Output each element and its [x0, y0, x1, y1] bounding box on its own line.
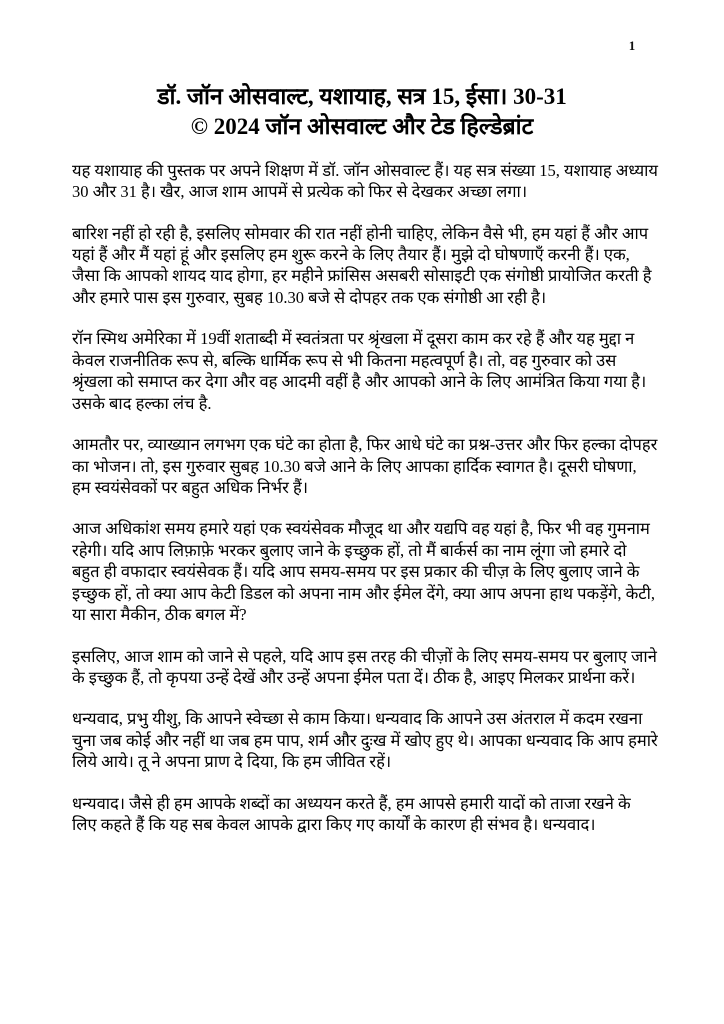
paragraph-lecture-schedule: आमतौर पर, व्याख्यान लगभग एक घंटे का होता है, फिर आधे घंटे का प्रश्न-उत्तर और फिर हल्का दोपहर का भोजन। तो, इस गुरुवार सुबह 10.30 बजे आने के लिए आपका हार्दिक स्वागत है। दूसरी घोषणा, हम स्वयंसेवकों पर बहुत अधिक निर्भर हैं।	[72, 435, 658, 497]
title-line-2: © 2024 जॉन ओसवाल्ट और टेड हिल्डेब्रांट	[190, 114, 534, 140]
paragraph-ron-smith: रॉन स्मिथ अमेरिका में 19वीं शताब्दी में स्वतंत्रता पर श्रृंखला में दूसरा काम कर रहे हैं और यह मुद्दा न केवल राजनीतिक रूप से, बल्कि धार्मिक रूप से भी कितना महत्वपूर्ण है। तो, वह गुरुवार को उस श्रृंखला को समाप्त कर देगा और वह आदमी वहीं है और आपको आने के लिए आमंत्रित किया गया है। उसके बाद हल्का लंच है.	[72, 329, 647, 413]
paragraph-signup-request: इसलिए, आज शाम को जाने से पहले, यदि आप इस तरह की चीज़ों के लिए समय-समय पर बुलाए जाने के इच्छुक हैं, तो कृपया उन्हें देखें और उन्हें अपना ईमेल पता दें। ठीक है, आइए मिलकर प्रार्थना करें।	[72, 646, 657, 688]
document-title	[48, 82, 676, 143]
paragraph-prayer-1: धन्यवाद, प्रभु यीशु, कि आपने स्वेच्छा से काम किया। धन्यवाद कि आपने उस अंतराल में कदम रखना चुना जब कोई और नहीं था जब हम पाप, शर्म और दुःख में खोए हुए थे। आपका धन्यवाद कि आप हमारे लिये आये। तू ने अपना प्राण दे दिया, कि हम जीवित रहें।	[72, 709, 658, 772]
paragraph-intro: यह यशायाह की पुस्तक पर अपने शिक्षण में डॉ. जॉन ओसवाल्ट हैं। यह सत्र संख्या 15, यशायाह अध्याय 30 और 31 है। खैर, आज शाम आपमें से प्रत्येक को फिर से देखकर अच्छा लगा।	[72, 160, 658, 202]
paragraph-prayer-2: धन्यवाद। जैसे ही हम आपके शब्दों का अध्ययन करते हैं, हम आपसे हमारी यादों को ताजा रखने के लिए कहते हैं कि यह सब केवल आपके द्वारा किए गए कार्यों के कारण ही संभव है। धन्यवाद।	[72, 793, 631, 835]
page-number: 1	[628, 38, 636, 53]
paragraph-volunteers: आज अधिकांश समय हमारे यहां एक स्वयंसेवक मौजूद था और यद्यपि वह यहां है, फिर भी वह गुमनाम रहेगी। यदि आप लिफ़ाफ़े भरकर बुलाए जाने के इच्छुक हों, तो मैं बार्कर्स का नाम लूंगा जो हमारे दो बहुत ही वफादार स्वयंसेवक हैं। यदि आप समय-समय पर इस प्रकार की चीज़ के लिए बुलाए जाने के इच्छुक हों, तो क्या आप केटी डिडल को अपना नाम और ईमेल देंगे, क्या आप अपना हाथ पकड़ेंगे, केटी, या सारा मैकीन, ठीक बगल में?	[72, 519, 655, 625]
title-line-1: डॉ. जॉन ओसवाल्ट, यशायाह, सत्र 15, ईसा। 30-31	[157, 84, 567, 109]
paragraph-announcement-1: बारिश नहीं हो रही है, इसलिए सोमवार की रात नहीं होनी चाहिए, लेकिन वैसे भी, हम यहां हैं और आप यहां हैं और मैं यहां हूं और इसलिए हम शुरू करने के लिए तैयार हैं। मुझे दो घोषणाएँ करनी हैं। एक, जैसा कि आपको शायद याद होगा, हर महीने फ्रांसिस असबरी सोसाइटी एक संगोष्ठी प्रायोजित करती है और हमारे पास इस गुरुवार, सुबह 10.30 बजे से दोपहर तक एक संगोष्ठी आ रही है।	[72, 223, 652, 307]
document-body	[72, 160, 658, 836]
